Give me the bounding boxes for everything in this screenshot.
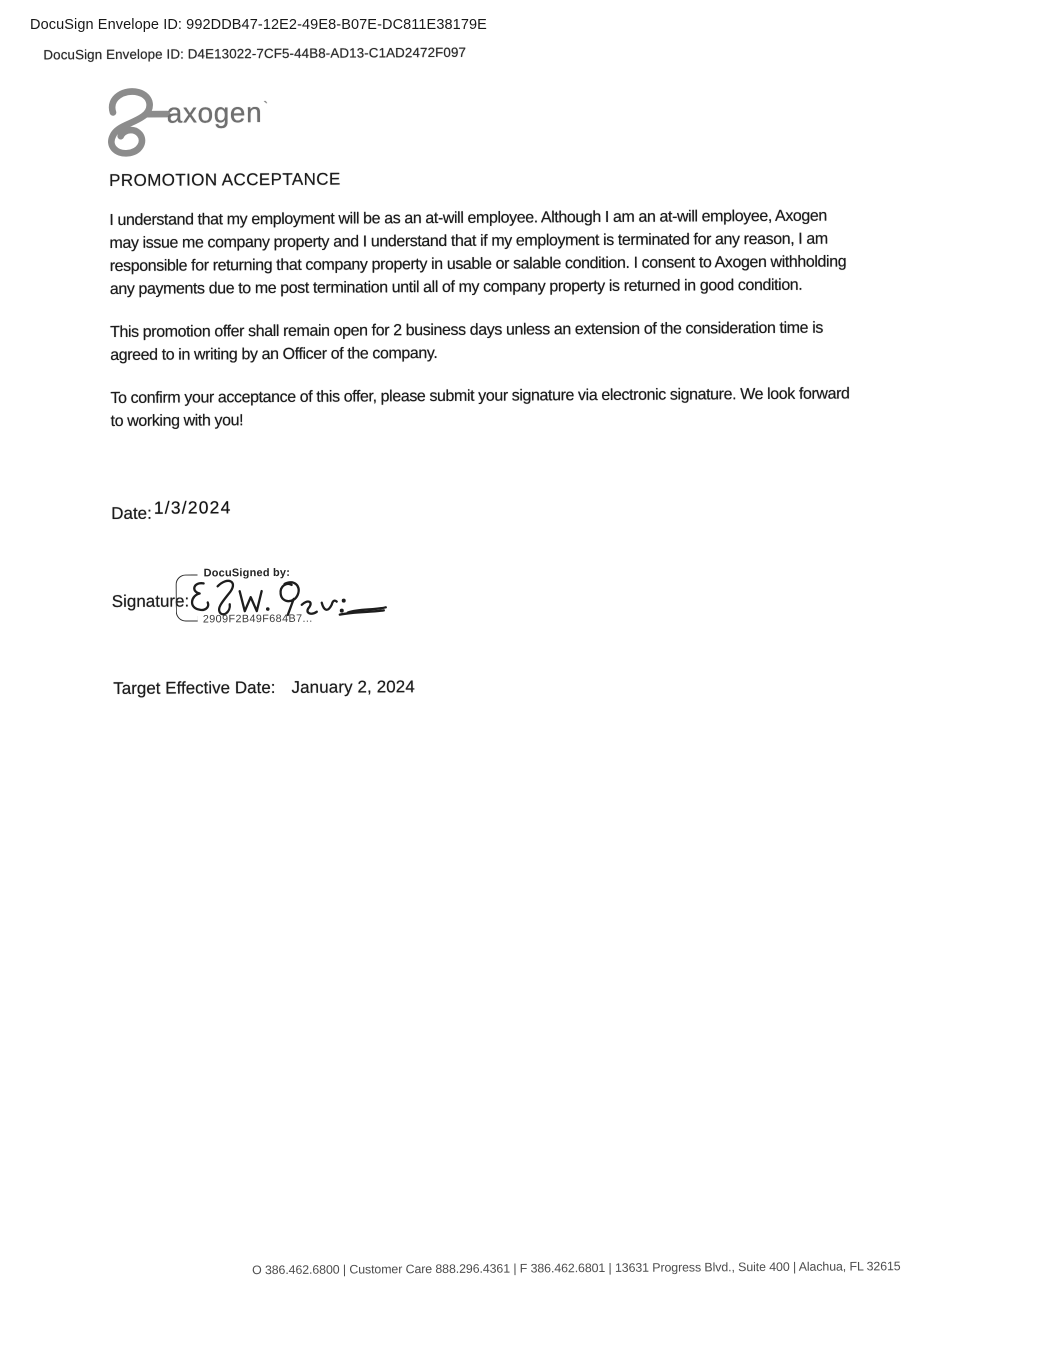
envelope-id-outer: DocuSign Envelope ID: 992DDB47-12E2-49E8-B07E-DC811E38179E xyxy=(30,17,487,33)
signer-id: 2909F2B49F684B7... xyxy=(202,612,313,626)
effective-date-value: January 2, 2024 xyxy=(291,677,415,697)
logo-brand-text: axogen xyxy=(166,97,263,129)
axogen-alpha-logo-icon xyxy=(99,84,175,160)
date-field xyxy=(111,497,232,524)
signature-label: Signature: xyxy=(111,591,190,611)
page-footer-contact-line: O 386.462.6800 | Customer Care 888.296.4361 | F 386.462.6801 | 13631 Progress Blvd., Suite 400 | Alachua, FL 32615 xyxy=(251,1259,901,1278)
envelope-id-inner: DocuSign Envelope ID: D4E13022-7CF5-44B8-AD13-C1AD2472F097 xyxy=(43,44,467,63)
logo-wordmark xyxy=(167,97,268,130)
docusigned-by-label: DocuSigned by: xyxy=(203,566,291,580)
letter-title: PROMOTION ACCEPTANCE xyxy=(109,169,341,191)
logo-trademark-tick: ` xyxy=(263,99,269,117)
company-logo xyxy=(99,82,399,164)
date-value: 1/3/2024 xyxy=(153,497,232,518)
body-paragraph-2: This promotion offer shall remain open for 2 business days unless an extension of the consideration time is agreed to in writing by an Officer of the company. xyxy=(110,319,823,364)
body-paragraph-3: To confirm your acceptance of this offer, please submit your signature via electronic signature. We look forward to working with you! xyxy=(110,385,850,430)
effective-date-field xyxy=(113,677,415,699)
docusign-signature-stamp xyxy=(175,561,415,630)
body-paragraph-1: I understand that my employment will be as an at-will employee. Although I am an at-will employee, Axogen may issue me company property and I understand that if my employment is terminated for any reason, I am responsible for returning that company property in usable or salable condition. I consent to Axogen withholding any payments due to me post termination until all of my company property is returned in good condition. xyxy=(109,207,847,299)
date-label: Date: xyxy=(111,503,152,523)
effective-date-label: Target Effective Date: xyxy=(113,677,276,698)
